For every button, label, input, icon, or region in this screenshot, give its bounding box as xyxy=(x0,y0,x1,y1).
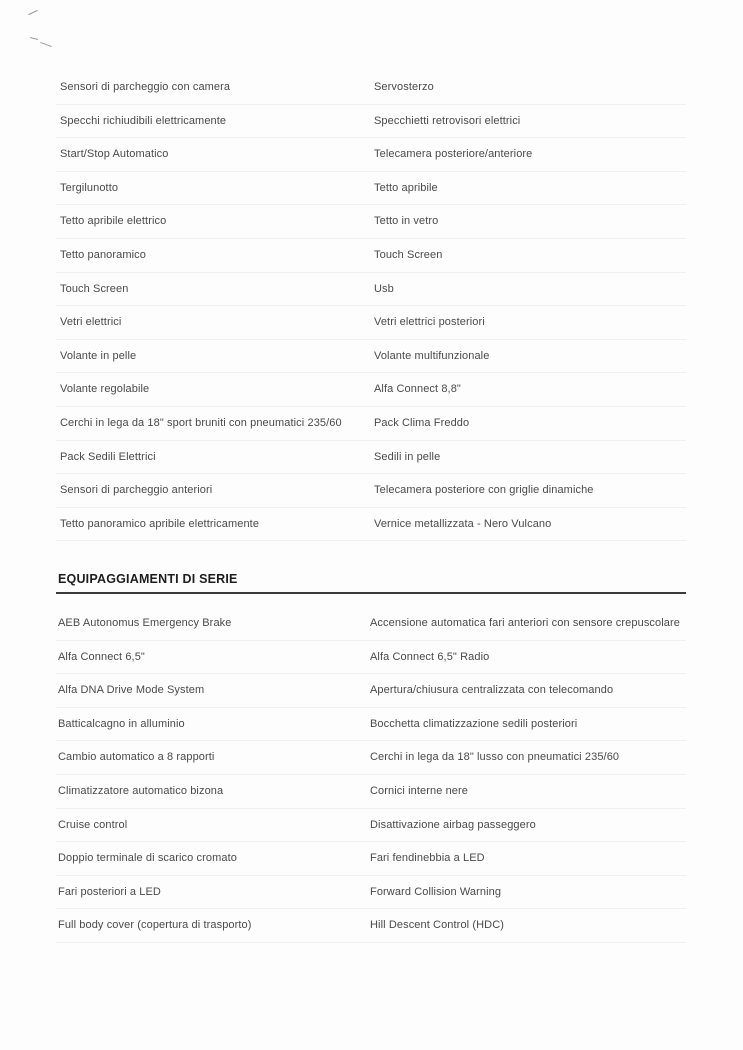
feature-item: Alfa Connect 6,5" Radio xyxy=(370,641,686,675)
feature-item: Tetto panoramico xyxy=(56,239,370,273)
feature-item: Fari fendinebbia a LED xyxy=(370,842,686,876)
feature-item: Vetri elettrici xyxy=(56,306,370,340)
feature-item: Climatizzatore automatico bizona xyxy=(56,775,370,809)
table-row xyxy=(56,205,686,239)
feature-item: Tetto panoramico apribile elettricamente xyxy=(56,508,370,542)
table-row xyxy=(56,741,686,775)
table-row xyxy=(56,775,686,809)
feature-item: Volante multifunzionale xyxy=(370,340,686,374)
section-title: EQUIPAGGIAMENTI DI SERIE xyxy=(58,572,238,586)
feature-item: Touch Screen xyxy=(56,273,370,307)
feature-item: Full body cover (copertura di trasporto) xyxy=(56,909,370,943)
scan-artifact xyxy=(28,10,37,15)
feature-item: Telecamera posteriore/anteriore xyxy=(370,138,686,172)
feature-item: Telecamera posteriore con griglie dinamiche xyxy=(370,474,686,508)
feature-item: Volante regolabile xyxy=(56,373,370,407)
feature-item: Tetto apribile xyxy=(370,172,686,206)
feature-item: Vetri elettrici posteriori xyxy=(370,306,686,340)
feature-item: Alfa Connect 8,8" xyxy=(370,373,686,407)
table-row xyxy=(56,809,686,843)
feature-item: Start/Stop Automatico xyxy=(56,138,370,172)
feature-item: Sedili in pelle xyxy=(370,441,686,475)
feature-item: Alfa DNA Drive Mode System xyxy=(56,674,370,708)
feature-item: AEB Autonomus Emergency Brake xyxy=(56,607,370,641)
feature-item: Usb xyxy=(370,273,686,307)
table-row xyxy=(56,71,686,105)
table-row xyxy=(56,842,686,876)
feature-item: Touch Screen xyxy=(370,239,686,273)
feature-item: Forward Collision Warning xyxy=(370,876,686,910)
feature-item: Pack Sedili Elettrici xyxy=(56,441,370,475)
table-row xyxy=(56,172,686,206)
section-divider xyxy=(56,592,686,594)
feature-item: Apertura/chiusura centralizzata con telecomando xyxy=(370,674,686,708)
feature-item: Accensione automatica fari anteriori con sensore crepuscolare xyxy=(370,607,686,641)
feature-item: Volante in pelle xyxy=(56,340,370,374)
feature-item: Vernice metallizzata - Nero Vulcano xyxy=(370,508,686,542)
table-row xyxy=(56,641,686,675)
table-row xyxy=(56,273,686,307)
feature-item: Sensori di parcheggio con camera xyxy=(56,71,370,105)
table-row xyxy=(56,373,686,407)
feature-item: Sensori di parcheggio anteriori xyxy=(56,474,370,508)
feature-item: Cambio automatico a 8 rapporti xyxy=(56,741,370,775)
feature-item: Cornici interne nere xyxy=(370,775,686,809)
feature-item: Servosterzo xyxy=(370,71,686,105)
feature-item: Specchi richiudibili elettricamente xyxy=(56,105,370,139)
table-row xyxy=(56,909,686,943)
table-row xyxy=(56,508,686,542)
table-row xyxy=(56,607,686,641)
feature-item: Disattivazione airbag passeggero xyxy=(370,809,686,843)
table-row xyxy=(56,407,686,441)
table-row xyxy=(56,306,686,340)
feature-item: Tetto apribile elettrico xyxy=(56,205,370,239)
table-row xyxy=(56,239,686,273)
table-row xyxy=(56,441,686,475)
feature-item: Specchietti retrovisori elettrici xyxy=(370,105,686,139)
feature-item: Fari posteriori a LED xyxy=(56,876,370,910)
feature-item: Pack Clima Freddo xyxy=(370,407,686,441)
feature-item: Tergilunotto xyxy=(56,172,370,206)
feature-item: Alfa Connect 6,5" xyxy=(56,641,370,675)
scan-artifact xyxy=(30,37,38,40)
table-row xyxy=(56,474,686,508)
feature-item: Bocchetta climatizzazione sedili posteriori xyxy=(370,708,686,742)
table-row xyxy=(56,105,686,139)
feature-item: Cruise control xyxy=(56,809,370,843)
table-row xyxy=(56,340,686,374)
feature-item: Tetto in vetro xyxy=(370,205,686,239)
standard-features-list xyxy=(56,607,686,943)
table-row xyxy=(56,138,686,172)
feature-item: Cerchi in lega da 18" sport bruniti con pneumatici 235/60 xyxy=(56,407,370,441)
feature-item: Batticalcagno in alluminio xyxy=(56,708,370,742)
feature-item: Doppio terminale di scarico cromato xyxy=(56,842,370,876)
table-row xyxy=(56,708,686,742)
feature-item: Hill Descent Control (HDC) xyxy=(370,909,686,943)
feature-item: Cerchi in lega da 18" lusso con pneumatici 235/60 xyxy=(370,741,686,775)
optional-features-list xyxy=(56,71,686,541)
scan-artifact xyxy=(40,42,52,47)
table-row xyxy=(56,674,686,708)
table-row xyxy=(56,876,686,910)
